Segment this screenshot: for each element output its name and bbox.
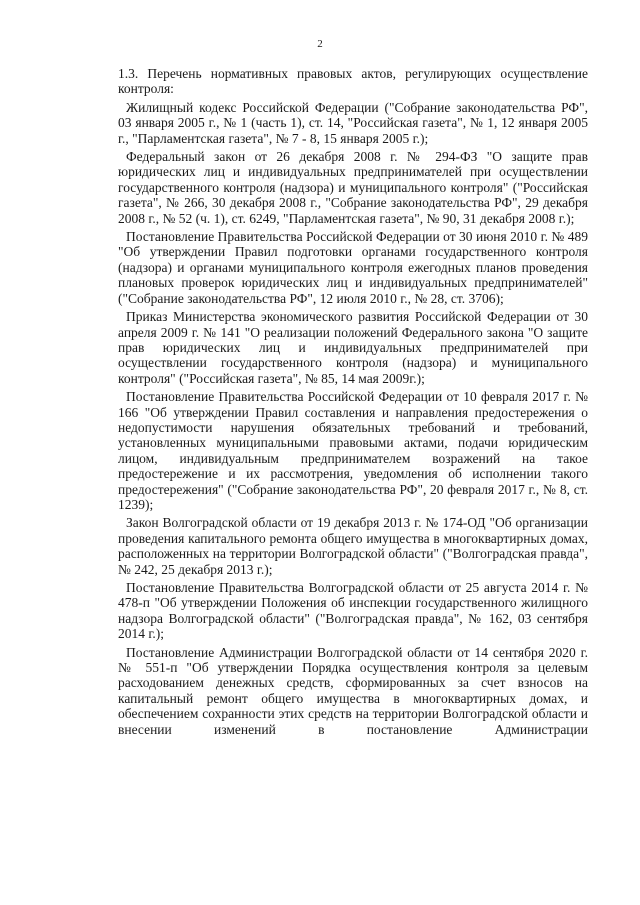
paragraph-volgograd-resolution-551: Постановление Администрации Волгоградской области от 14 сентября 2020 г. № 551-п "Об утверждении Порядка осуществления контроля за целевым расходованием денежных средств, сформированных за счет взносов на капитальный ремонт общего имущества в многоквартирных домах, и обеспечением сохранности этих средств на территории Волгоградской области и внесении изменений в постановление Администрации bbox=[118, 644, 588, 737]
paragraph-ministry-order-141: Приказ Министерства экономического развития Российской Федерации от 30 апреля 2009 г. № 141 "О реализации положений Федерального закона "О защите прав юридических лиц и индивидуальных предпринимателей при осуществлении государственного контроля (надзора) и муниципального контроля" ("Российская газета", № 85, 14 мая 2009г.); bbox=[118, 309, 588, 386]
paragraph-federal-law-294: Федеральный закон от 26 декабря 2008 г. № 294-ФЗ "О защите прав юридических лиц и индивидуальных предпринимателей при осуществлении государственного контроля (надзора) и муниципального контроля" ("Российская газета", № 266, 30 декабря 2008 г., "Собрание законодательства РФ", 29 декабря 2008 г., № 52 (ч. 1), ст. 6249, "Парламентская газета", № 90, 31 декабря 2008 г.); bbox=[118, 149, 588, 226]
paragraph-housing-code: Жилищный кодекс Российской Федерации ("Собрание законодательства РФ", 03 января 2005 г., № 1 (часть 1), ст. 14, "Российская газета", № 1, 12 января 2005 г., "Парламентская газета", № 7 - 8, 15 января 2005 г.); bbox=[118, 99, 588, 146]
section-heading: 1.3. Перечень нормативных правовых актов, регулирующих осуществление контроля: bbox=[118, 66, 588, 97]
paragraph-volgograd-resolution-478: Постановление Правительства Волгоградской области от 25 августа 2014 г. № 478-п "Об утверждении Положения об инспекции государственного жилищного надзора Волгоградской области" ("Волгоградская правда", № 162, 03 сентября 2014 г.); bbox=[118, 580, 588, 642]
paragraph-government-resolution-489: Постановление Правительства Российской Федерации от 30 июня 2010 г. № 489 "Об утверждении Правил подготовки органами государственного контроля (надзора) и органами муниципального контроля ежегодных планов проведения плановых проверок юридических лиц и индивидуальных предпринимателей" ("Собрание законодательства РФ", 12 июля 2010 г., № 28, ст. 3706); bbox=[118, 229, 588, 306]
page-number: 2 bbox=[317, 38, 323, 50]
paragraph-government-resolution-166: Постановление Правительства Российской Федерации от 10 февраля 2017 г. № 166 "Об утверждении Правил составления и направления предостережения о недопустимости нарушения обязательных требований и требований, установленных муниципальными правовыми актами, подачи юридическим лицом, индивидуальным предпринимателем возражений на такое предостережение и их рассмотрения, уведомления об исполнении такого предостережения" ("Собрание законодательства РФ", 20 февраля 2017 г., № 8, ст. 1239); bbox=[118, 389, 588, 512]
paragraph-volgograd-law-174: Закон Волгоградской области от 19 декабря 2013 г. № 174-ОД "Об организации проведения капитального ремонта общего имущества в многоквартирных домах, расположенных на территории Волгоградской области" ("Волгоградская правда", № 242, 25 декабря 2013 г.); bbox=[118, 515, 588, 577]
document-body bbox=[118, 66, 588, 740]
